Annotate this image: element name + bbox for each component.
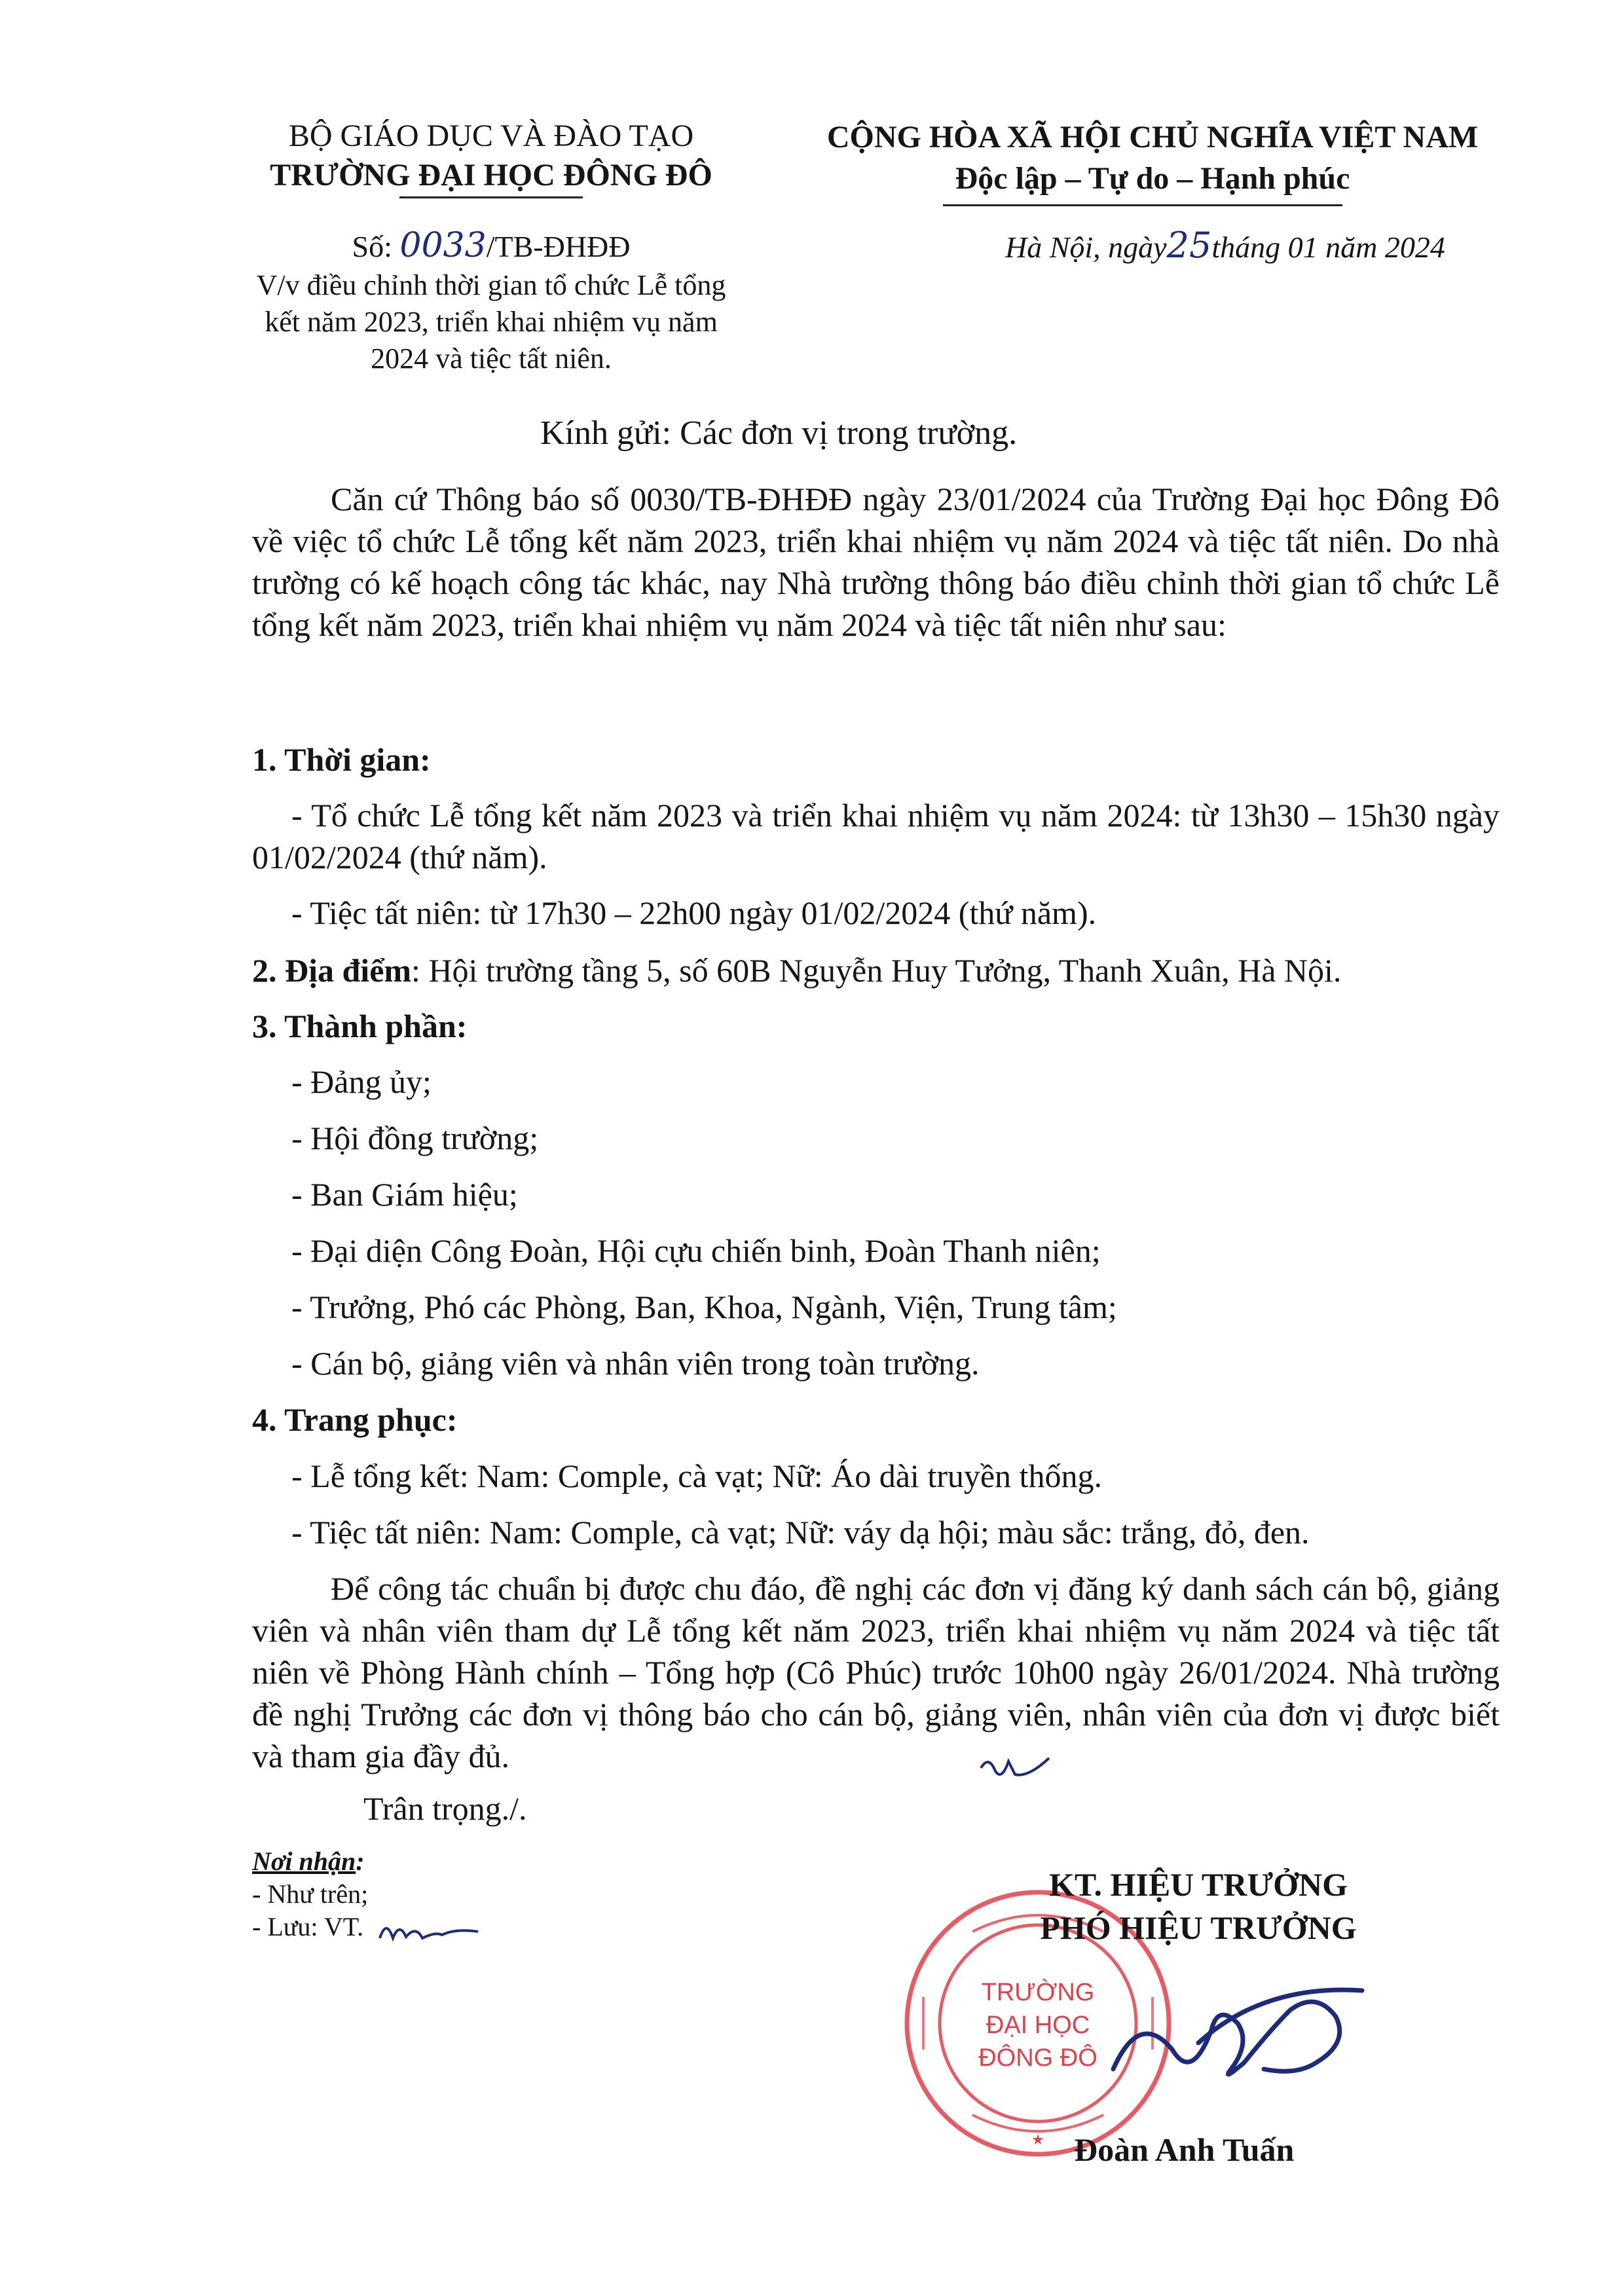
- header-left: [196, 117, 786, 195]
- subject-line: 2024 và tiệc tất niên.: [371, 342, 612, 375]
- stamp-line: TRƯỜNG: [981, 1979, 1095, 2006]
- signature-title-2: PHÓ HIỆU TRƯỞNG: [1040, 1909, 1357, 1946]
- issue-date: Hà Nội, ngày25tháng 01 năm 2024: [1005, 225, 1445, 266]
- subject-block: [196, 267, 786, 377]
- ministry-name: BỘ GIÁO DỤC VÀ ĐÀO TẠO: [288, 119, 694, 153]
- location-text: : Hội trường tầng 5, số 60B Nguyễn Huy Tưởng, Thanh Xuân, Hà Nội.: [411, 952, 1342, 989]
- handwritten-signature: [1100, 1971, 1375, 2115]
- national-motto: Độc lập – Tự do – Hạnh phúc: [955, 161, 1350, 196]
- participant-item: - Đại diện Công Đoàn, Hội cựu chiến binh, Đoàn Thanh niên;: [291, 1232, 1101, 1269]
- country-name: CỘNG HÒA XÃ HỘI CHỦ NGHĨA VIỆT NAM: [826, 120, 1479, 155]
- section-attire-heading: 4. Trang phục:: [252, 1401, 458, 1438]
- signature-block: [936, 1863, 1460, 1949]
- closing-paragraph: Để công tác chuẩn bị được chu đáo, đề nghị các đơn vị đăng ký danh sách cán bộ, giảng viên và nhân viên tham dự Lễ tổng kết năm 2023, triển khai nhiệm vụ năm 2024 và tiệc tất niên về Phòng Hành chính – Tổng hợp (Cô Phúc) trước 10h00 ngày 26/01/2024. Nhà trường đề nghị Trưởng các đơn vị thông báo cho cán bộ, giảng viên, nhân viên của đơn vị được biết và tham gia đầy đủ.: [252, 1570, 1500, 1774]
- time-item-ceremony: - Tổ chức Lễ tổng kết năm 2023 và triển khai nhiệm vụ năm 2024: từ 13h30 – 15h30 ngày 01/02/2024 (thứ năm).: [252, 797, 1500, 875]
- signer-name: Đoàn Anh Tuấn: [1074, 2131, 1295, 2168]
- university-name: TRƯỜNG ĐẠI HỌC ĐÔNG ĐÔ: [270, 158, 712, 193]
- motto-underline: [943, 204, 1342, 206]
- participant-item: - Ban Giám hiệu;: [291, 1176, 518, 1213]
- recipient-line: Kính gửi: Các đơn vị trong trường.: [540, 414, 1018, 452]
- participant-item: - Cán bộ, giảng viên và nhân viên trong toàn trường.: [291, 1345, 980, 1382]
- section-time-heading: 1. Thời gian:: [252, 741, 431, 778]
- recipients-label: Nơi nhận:: [252, 1846, 365, 1876]
- section-participants-heading: 3. Thành phần:: [252, 1008, 468, 1044]
- recipient-item: - Như trên;: [252, 1879, 369, 1909]
- attire-item: - Tiệc tất niên: Nam: Comple, cà vạt; Nữ: váy dạ hội; màu sắc: trắng, đỏ, đen.: [291, 1514, 1310, 1551]
- stamp-line: ĐÔNG ĐÔ: [978, 2044, 1098, 2072]
- header-right: [786, 118, 1519, 200]
- archive-initials-mark: [377, 1912, 481, 1958]
- university-underline: [399, 196, 583, 198]
- recipient-item: - Lưu: VT.: [252, 1912, 364, 1941]
- attire-item: - Lễ tổng kết: Nam: Comple, cà vạt; Nữ: Áo dài truyền thống.: [291, 1458, 1102, 1494]
- stamp-line: ĐẠI HỌC: [986, 2011, 1090, 2039]
- subject-line: kết năm 2023, triển khai nhiệm vụ năm: [265, 306, 718, 338]
- signature-title-1: KT. HIỆU TRƯỞNG: [1048, 1866, 1348, 1903]
- section-location-heading: 2. Địa điểm: [252, 952, 412, 989]
- participant-item: - Đảng ủy;: [291, 1063, 432, 1100]
- participant-item: - Hội đồng trường;: [291, 1120, 539, 1156]
- issue-day-handwritten: 25: [1166, 225, 1212, 266]
- section-location: [252, 949, 1341, 991]
- document-number-handwritten: 0033: [399, 226, 487, 265]
- recipients-block: [252, 1845, 368, 1943]
- document-number: Số: 0033/TB-ĐHĐĐ: [352, 226, 631, 265]
- time-item-party: - Tiệc tất niên: từ 17h30 – 22h00 ngày 01/02/2024 (thứ năm).: [291, 894, 1097, 931]
- intro-paragraph: Căn cứ Thông báo số 0030/TB-ĐHĐĐ ngày 23/01/2024 của Trường Đại học Đông Đô về việc tổ chức Lễ tổng kết năm 2023, triển khai nhiệm vụ năm 2024 và tiệc tất niên. Do nhà trường có kế hoạch công tác khác, nay Nhà trường thông báo điều chỉnh thời gian tổ chức Lễ tổng kết năm 2023, triển khai nhiệm vụ năm 2024 và tiệc tất niên như sau:: [252, 481, 1500, 643]
- initials-mark: [976, 1742, 1054, 1794]
- subject-line: V/v điều chỉnh thời gian tổ chức Lễ tổng: [256, 269, 726, 301]
- regards: Trân trọng./.: [363, 1790, 527, 1827]
- participant-item: - Trưởng, Phó các Phòng, Ban, Khoa, Ngành, Viện, Trung tâm;: [291, 1289, 1117, 1325]
- stamp-star-icon: ★: [1031, 2131, 1044, 2148]
